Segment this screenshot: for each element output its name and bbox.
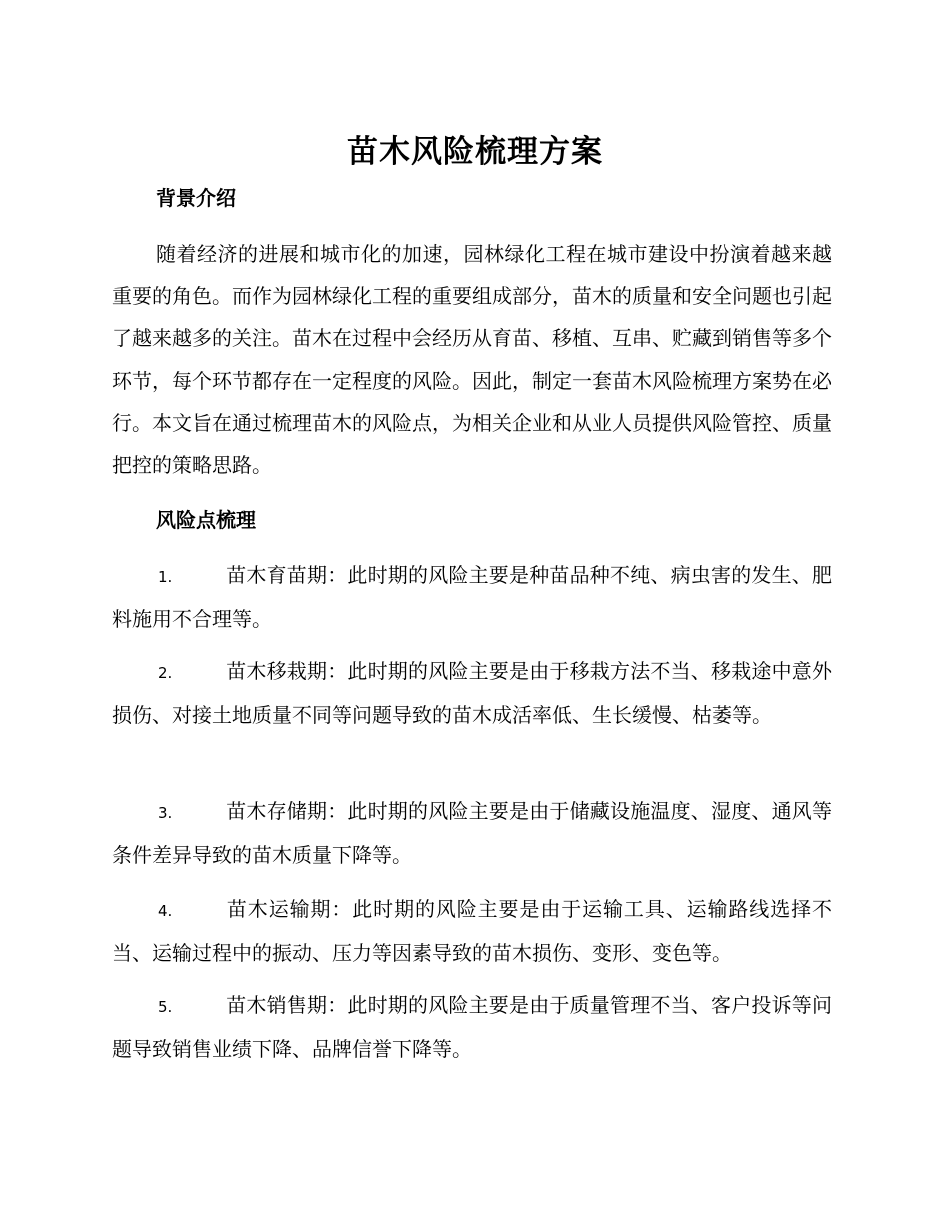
background-paragraph: 随着经济的进展和城市化的加速，园林绿化工程在城市建设中扮演着越来越重要的角色。而作为园林绿化工程的重要组成部分，苗木的质量和安全问题也引起了越来越多的关注。苗木在过程中会经历从育苗、移植、互串、贮藏到销售等多个环节，每个环节都存在一定程度的风险。因此，制定一套苗木风险梳理方案势在必行。本文旨在通过梳理苗木的风险点，为相关企业和从业人员提供风险管控、质量把控的策略思路。: [112, 242, 832, 478]
section-heading-risks: 风险点梳理: [156, 508, 256, 532]
list-item-text: 苗木育苗期：此时期的风险主要是种苗品种不纯、病虫害的发生、肥料施用不合理等。: [112, 563, 832, 631]
list-item: [112, 790, 832, 876]
list-item-number: 5.: [158, 998, 173, 1016]
list-item-text: 苗木运输期：此时期的风险主要是由于运输工具、运输路线选择不当、运输过程中的振动、压力等因素导致的苗木损伤、变形、变色等。: [112, 897, 832, 965]
list-item-number: 4.: [158, 902, 173, 920]
list-item-number: 3.: [158, 804, 173, 822]
document-title: 苗木风险梳理方案: [347, 134, 603, 170]
list-item: [112, 650, 832, 736]
list-item: [112, 554, 832, 640]
list-item-text: 苗木存储期：此时期的风险主要是由于储藏设施温度、湿度、通风等条件差异导致的苗木质量下降等。: [112, 799, 832, 867]
list-item-text: 苗木销售期：此时期的风险主要是由于质量管理不当、客户投诉等问题导致销售业绩下降、品牌信誉下降等。: [112, 993, 832, 1061]
list-item-text: 苗木移栽期：此时期的风险主要是由于移栽方法不当、移栽途中意外损伤、对接土地质量不同等问题导致的苗木成活率低、生长缓慢、枯萎等。: [112, 659, 832, 727]
section-heading-background: 背景介绍: [156, 186, 236, 210]
list-item: [112, 888, 832, 974]
list-item-number: 2.: [158, 664, 173, 682]
list-item-number: 1.: [158, 568, 173, 586]
list-item: [112, 984, 832, 1070]
